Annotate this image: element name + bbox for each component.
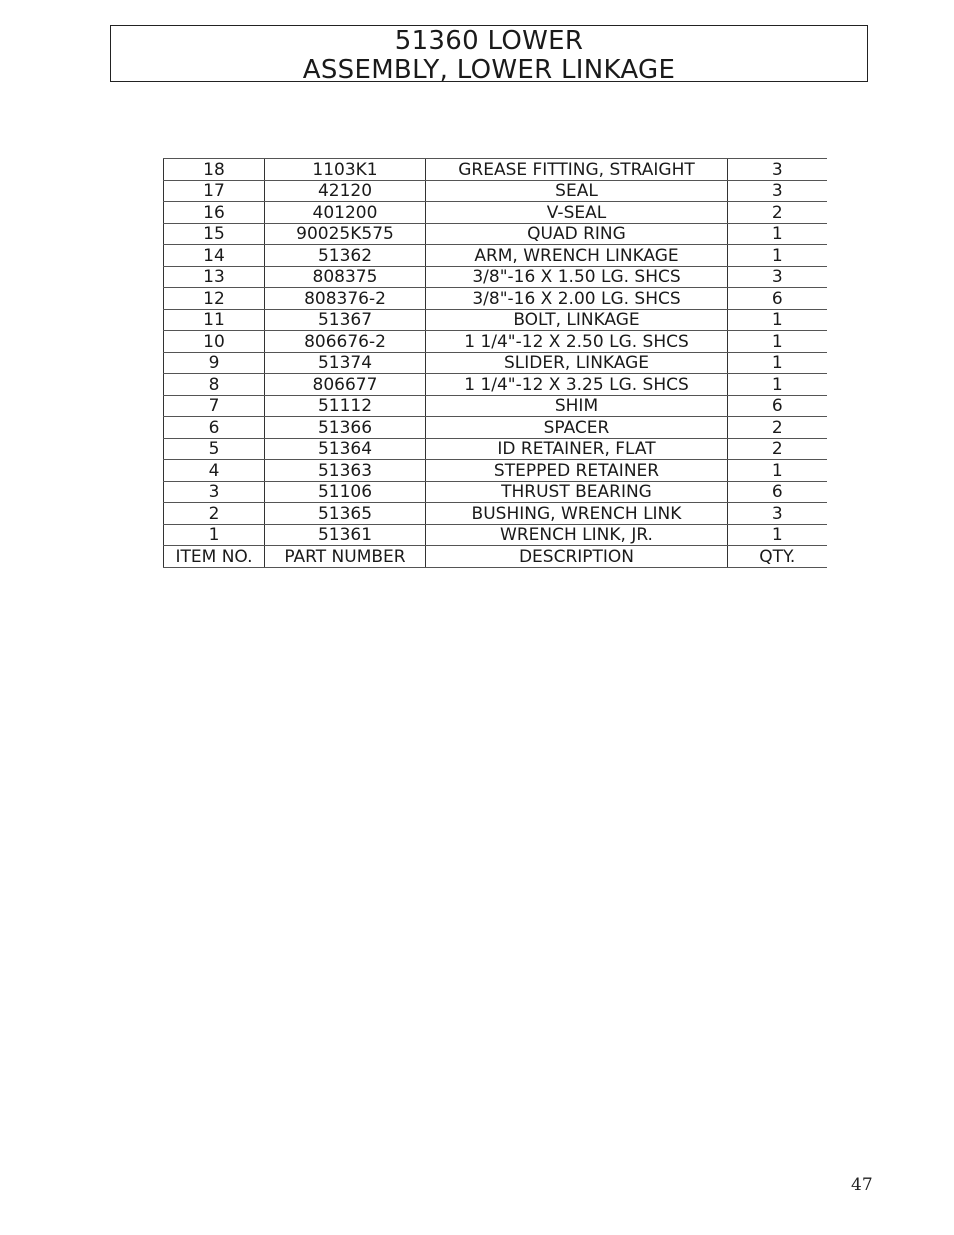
quantity-cell: 6	[728, 395, 827, 417]
part-number-cell: 808375	[265, 266, 426, 288]
bill-of-materials-table	[163, 158, 827, 568]
bom-body	[164, 159, 827, 568]
quantity-cell: 6	[728, 481, 827, 503]
quantity-cell: 2	[728, 438, 827, 460]
item-number-cell: 1	[164, 524, 265, 546]
quantity-cell: 6	[728, 288, 827, 310]
part-number-cell: 808376-2	[265, 288, 426, 310]
part-number-cell: 51365	[265, 503, 426, 525]
item-number-cell: 5	[164, 438, 265, 460]
table-row	[164, 202, 827, 224]
part-number-cell: 51366	[265, 417, 426, 439]
quantity-cell: 1	[728, 245, 827, 267]
description-cell: SHIM	[426, 395, 728, 417]
table-row	[164, 245, 827, 267]
part-number-cell: 1103K1	[265, 159, 426, 181]
table-row	[164, 331, 827, 353]
item-number-cell: 13	[164, 266, 265, 288]
item-number-cell: 3	[164, 481, 265, 503]
part-number-cell: 401200	[265, 202, 426, 224]
part-number-cell: 51361	[265, 524, 426, 546]
header-description: DESCRIPTION	[426, 546, 728, 568]
title-line-1: 51360 LOWER	[394, 26, 584, 56]
table-row	[164, 266, 827, 288]
table-row	[164, 223, 827, 245]
quantity-cell: 1	[728, 223, 827, 245]
description-cell: THRUST BEARING	[426, 481, 728, 503]
item-number-cell: 4	[164, 460, 265, 482]
item-number-cell: 8	[164, 374, 265, 396]
item-number-cell: 6	[164, 417, 265, 439]
table-row	[164, 417, 827, 439]
description-cell: BUSHING, WRENCH LINK	[426, 503, 728, 525]
quantity-cell: 3	[728, 503, 827, 525]
description-cell: 1 1/4"-12 X 3.25 LG. SHCS	[426, 374, 728, 396]
table-row	[164, 503, 827, 525]
part-number-cell: 42120	[265, 180, 426, 202]
table-row	[164, 309, 827, 331]
item-number-cell: 9	[164, 352, 265, 374]
description-cell: 1 1/4"-12 X 2.50 LG. SHCS	[426, 331, 728, 353]
description-cell: 3/8"-16 X 1.50 LG. SHCS	[426, 266, 728, 288]
item-number-cell: 18	[164, 159, 265, 181]
description-cell: SLIDER, LINKAGE	[426, 352, 728, 374]
part-number-cell: 51367	[265, 309, 426, 331]
page-number: 47	[851, 1175, 873, 1195]
part-number-cell: 806676-2	[265, 331, 426, 353]
quantity-cell: 2	[728, 202, 827, 224]
description-cell: SEAL	[426, 180, 728, 202]
item-number-cell: 16	[164, 202, 265, 224]
header-item-number: ITEM NO.	[164, 546, 265, 568]
quantity-cell: 1	[728, 374, 827, 396]
part-number-cell: 51374	[265, 352, 426, 374]
table-row	[164, 159, 827, 181]
description-cell: ARM, WRENCH LINKAGE	[426, 245, 728, 267]
description-cell: V-SEAL	[426, 202, 728, 224]
header-quantity: QTY.	[728, 546, 827, 568]
table-row	[164, 524, 827, 546]
table-row	[164, 352, 827, 374]
quantity-cell: 2	[728, 417, 827, 439]
description-cell: 3/8"-16 X 2.00 LG. SHCS	[426, 288, 728, 310]
header-part-number: PART NUMBER	[265, 546, 426, 568]
item-number-cell: 17	[164, 180, 265, 202]
part-number-cell: 51363	[265, 460, 426, 482]
part-number-cell: 51362	[265, 245, 426, 267]
title-line-2: ASSEMBLY, LOWER LINKAGE	[302, 55, 676, 82]
quantity-cell: 3	[728, 180, 827, 202]
table-header-row	[164, 546, 827, 568]
quantity-cell: 1	[728, 331, 827, 353]
quantity-cell: 1	[728, 460, 827, 482]
quantity-cell: 1	[728, 352, 827, 374]
item-number-cell: 12	[164, 288, 265, 310]
quantity-cell: 1	[728, 524, 827, 546]
description-cell: BOLT, LINKAGE	[426, 309, 728, 331]
table-row	[164, 374, 827, 396]
part-number-cell: 51112	[265, 395, 426, 417]
table-row	[164, 395, 827, 417]
table-row	[164, 438, 827, 460]
quantity-cell: 3	[728, 159, 827, 181]
item-number-cell: 2	[164, 503, 265, 525]
item-number-cell: 11	[164, 309, 265, 331]
description-cell: QUAD RING	[426, 223, 728, 245]
description-cell: STEPPED RETAINER	[426, 460, 728, 482]
table-row	[164, 180, 827, 202]
title-box	[110, 25, 868, 82]
table-row	[164, 481, 827, 503]
description-cell: ID RETAINER, FLAT	[426, 438, 728, 460]
description-cell: WRENCH LINK, JR.	[426, 524, 728, 546]
part-number-cell: 90025K575	[265, 223, 426, 245]
description-cell: SPACER	[426, 417, 728, 439]
quantity-cell: 1	[728, 309, 827, 331]
part-number-cell: 51364	[265, 438, 426, 460]
item-number-cell: 7	[164, 395, 265, 417]
description-cell: GREASE FITTING, STRAIGHT	[426, 159, 728, 181]
quantity-cell: 3	[728, 266, 827, 288]
part-number-cell: 806677	[265, 374, 426, 396]
item-number-cell: 14	[164, 245, 265, 267]
table-row	[164, 288, 827, 310]
item-number-cell: 10	[164, 331, 265, 353]
part-number-cell: 51106	[265, 481, 426, 503]
item-number-cell: 15	[164, 223, 265, 245]
table-row	[164, 460, 827, 482]
